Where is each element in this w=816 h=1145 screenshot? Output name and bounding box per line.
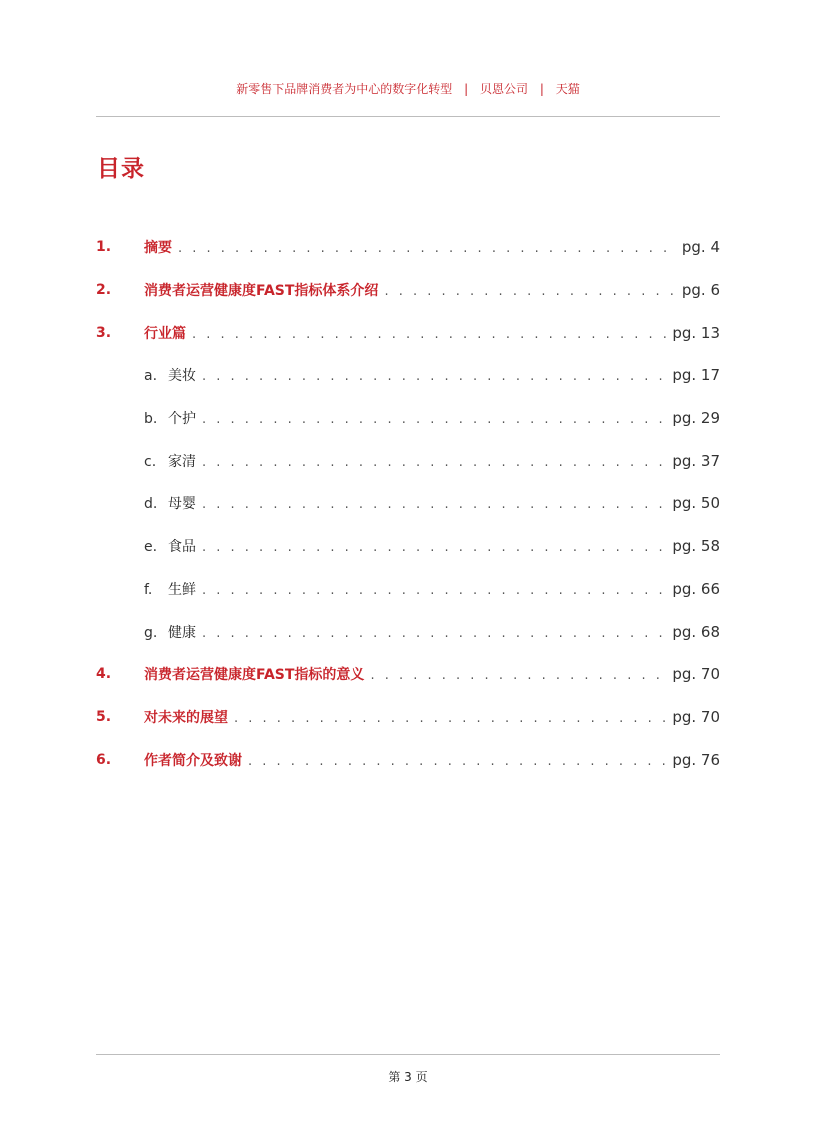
toc-entry-fast-meaning[interactable] [96, 653, 720, 696]
toc-entry-number: 6. [96, 751, 112, 768]
toc-entry-number: 4. [96, 666, 112, 683]
toc-subentry-letter: f. [144, 581, 153, 598]
toc-subentry-home-care[interactable] [96, 439, 720, 482]
toc-subentry-letter: d. [144, 496, 158, 513]
toc-entry-authors[interactable] [96, 738, 720, 781]
toc-entry-page: pg. 76 [672, 750, 720, 769]
toc-entry-page: pg. 13 [672, 323, 720, 342]
header-divider [96, 116, 720, 117]
toc-entry-summary[interactable] [96, 226, 720, 269]
toc-entry-fast-intro[interactable] [96, 269, 720, 312]
toc-leader-dots [202, 412, 666, 427]
toc-subentry-mother-baby[interactable] [96, 482, 720, 525]
toc-entry-label: 消费者运营健康度FAST指标的意义 [144, 667, 365, 684]
toc-leader-dots [202, 497, 666, 512]
toc-subentry-personal-care[interactable] [96, 397, 720, 440]
toc-entry-label: 摘要 [144, 240, 172, 257]
toc-subentry-label: 母婴 [168, 496, 196, 513]
toc-subentry-page: pg. 58 [672, 537, 720, 556]
header-company: 贝恩公司 [479, 82, 528, 96]
header-title: 新零售下品牌消费者为中心的数字化转型 [236, 82, 453, 96]
toc-leader-dots [370, 668, 666, 683]
header-separator: | [539, 82, 544, 96]
toc-entry-label: 对未来的展望 [144, 709, 228, 726]
toc-subentry-letter: b. [144, 411, 158, 428]
table-of-contents [96, 226, 720, 781]
toc-subentry-label: 食品 [168, 539, 196, 556]
toc-subentry-page: pg. 66 [672, 579, 720, 598]
toc-leader-dots [384, 284, 675, 299]
toc-subentry-letter: g. [144, 624, 158, 641]
toc-entry-page: pg. 6 [681, 281, 720, 300]
toc-subentry-page: pg. 29 [672, 409, 720, 428]
toc-subentry-label: 个护 [168, 411, 196, 428]
toc-entry-industry[interactable] [96, 311, 720, 354]
toc-subentry-fresh[interactable] [96, 568, 720, 611]
toc-entry-number: 5. [96, 708, 112, 725]
running-header [96, 80, 720, 97]
page-number: 第 3 页 [388, 1070, 428, 1084]
toc-entry-number: 3. [96, 324, 112, 341]
toc-entry-label: 作者简介及致谢 [144, 752, 242, 769]
toc-entry-label: 行业篇 [144, 325, 186, 342]
toc-subentry-label: 生鲜 [168, 581, 196, 598]
toc-leader-dots [248, 754, 666, 769]
toc-subentry-label: 健康 [168, 624, 196, 641]
toc-leader-dots [202, 540, 666, 555]
toc-subentry-health[interactable] [96, 610, 720, 653]
page-title: 目录 [97, 156, 145, 182]
toc-leader-dots [178, 241, 676, 256]
toc-leader-dots [202, 583, 666, 598]
toc-leader-dots [234, 711, 666, 726]
toc-subentry-label: 家清 [168, 453, 196, 470]
toc-subentry-page: pg. 17 [672, 366, 720, 385]
toc-subentry-page: pg. 37 [672, 451, 720, 470]
toc-entry-label: 消费者运营健康度FAST指标体系介绍 [144, 283, 379, 300]
toc-entry-page: pg. 70 [672, 707, 720, 726]
toc-entry-outlook[interactable] [96, 696, 720, 739]
toc-entry-page: pg. 70 [672, 665, 720, 684]
footer-divider [96, 1054, 720, 1055]
toc-subentry-letter: e. [144, 539, 158, 556]
header-partner: 天猫 [555, 82, 580, 96]
toc-subentry-page: pg. 68 [672, 622, 720, 641]
toc-entry-number: 2. [96, 282, 112, 299]
toc-subentry-letter: a. [144, 368, 158, 385]
toc-leader-dots [202, 369, 666, 384]
toc-subentry-letter: c. [144, 453, 157, 470]
header-separator: | [464, 82, 469, 96]
toc-leader-dots [202, 455, 666, 470]
toc-entry-number: 1. [96, 239, 112, 256]
toc-leader-dots [192, 327, 666, 342]
toc-leader-dots [202, 626, 666, 641]
toc-entry-page: pg. 4 [681, 238, 720, 257]
toc-subentry-beauty[interactable] [96, 354, 720, 397]
toc-subentry-food[interactable] [96, 525, 720, 568]
toc-subentry-label: 美妆 [168, 368, 196, 385]
toc-subentry-page: pg. 50 [672, 494, 720, 513]
